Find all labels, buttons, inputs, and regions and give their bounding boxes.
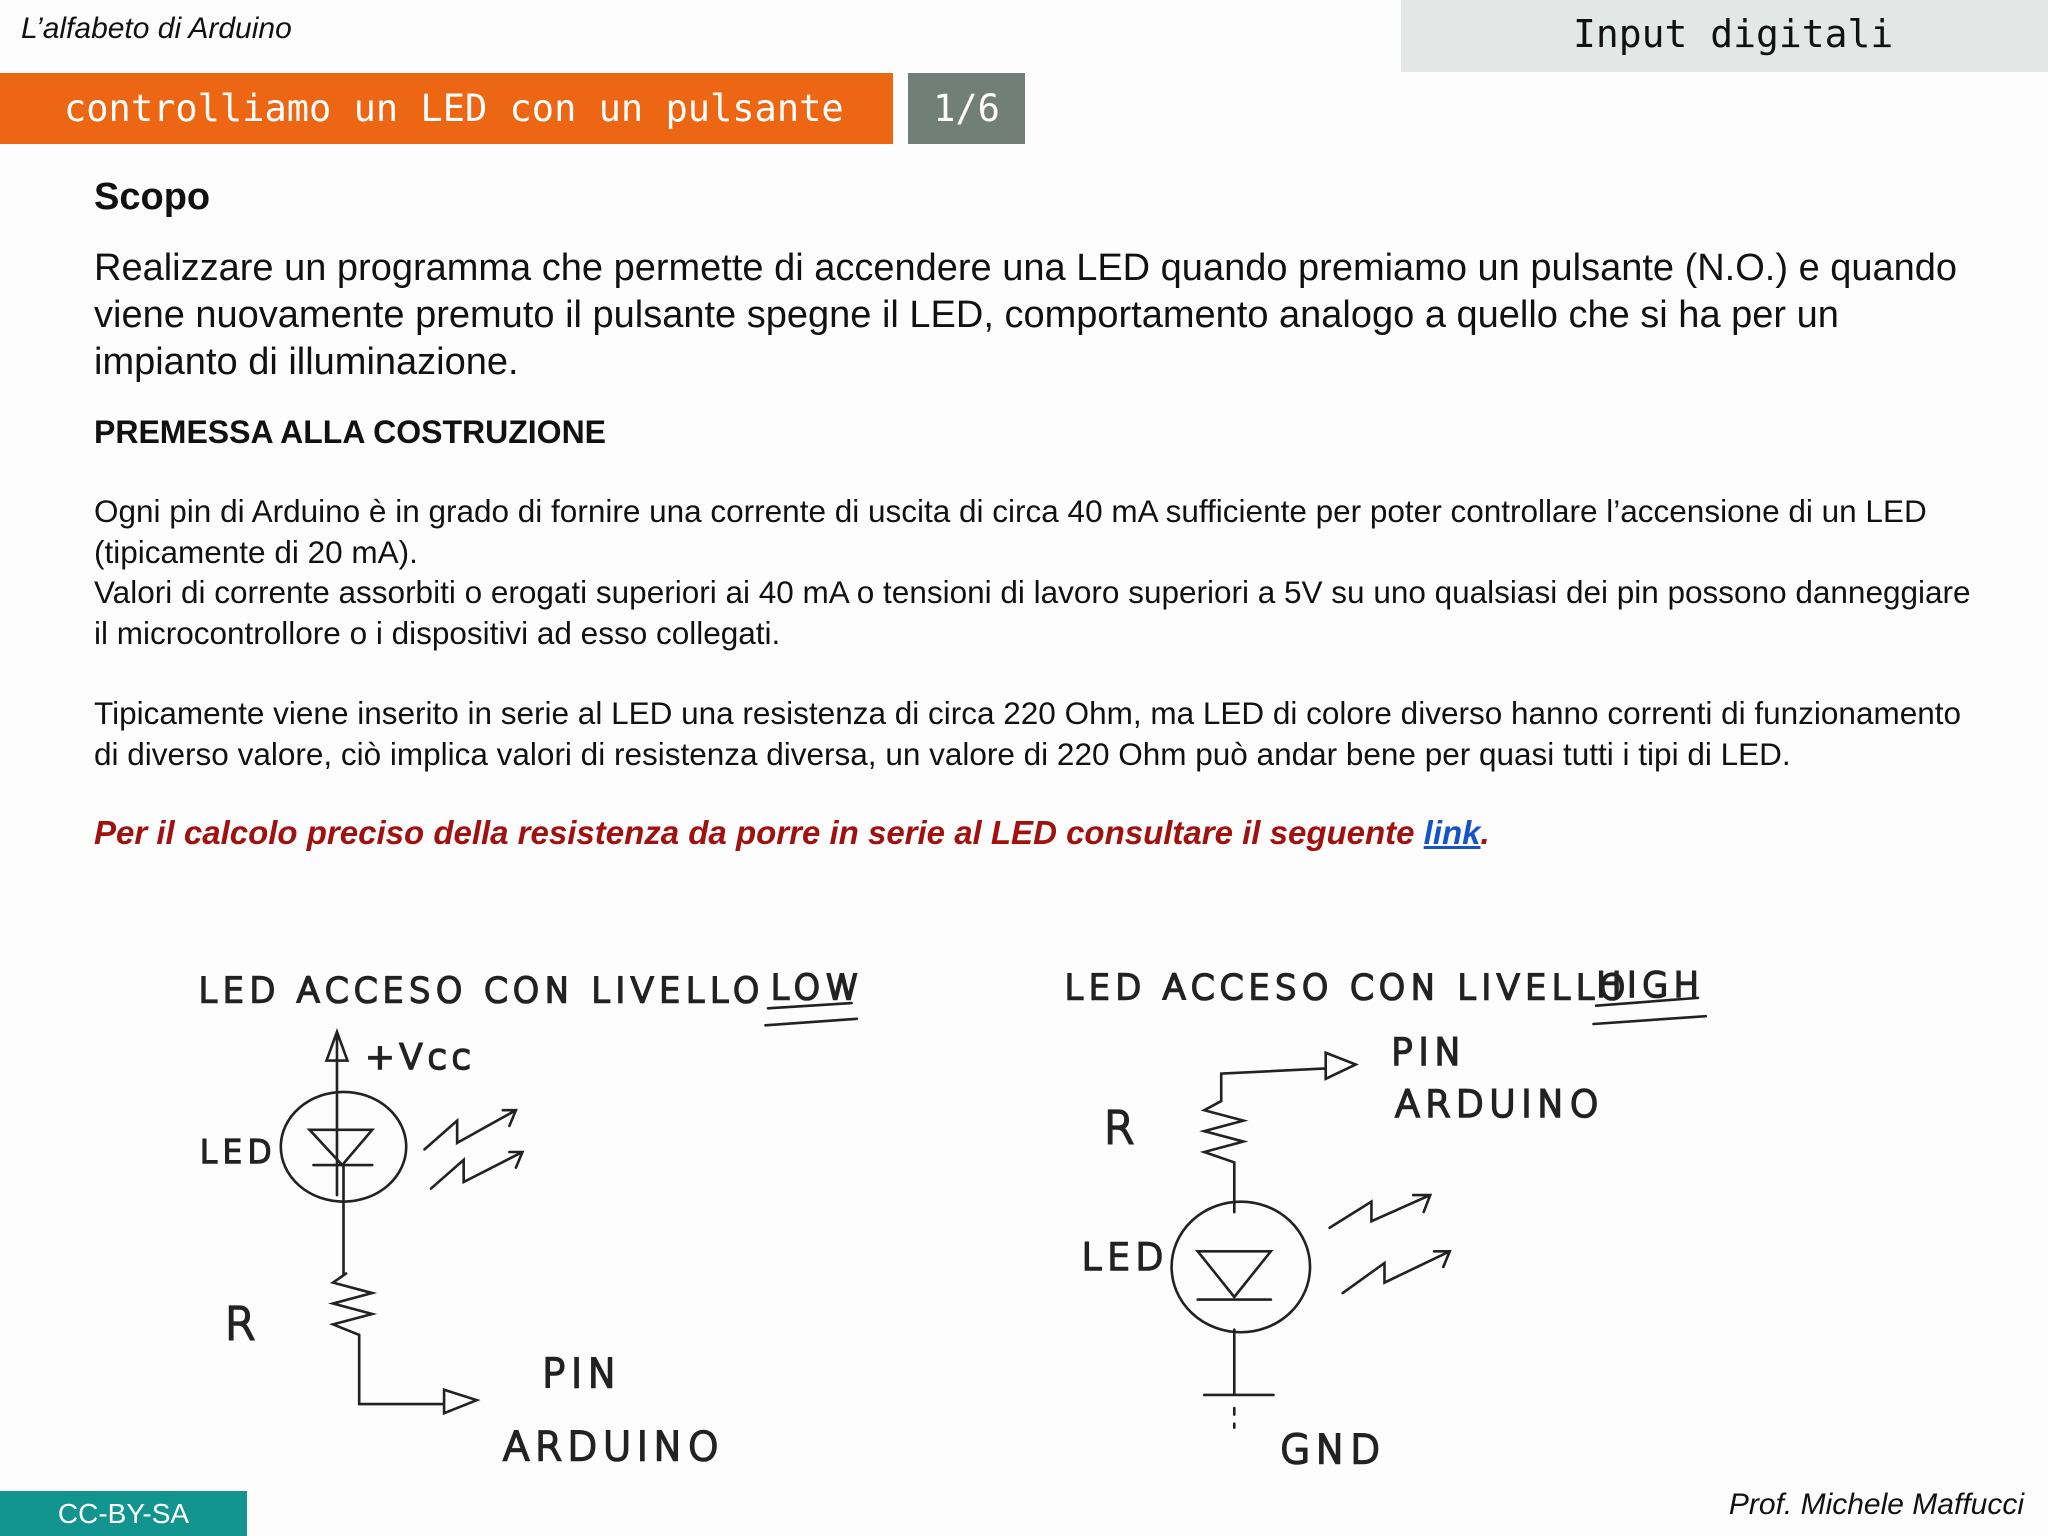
left-diagram-title: LED ACCESO CON LIVELLO bbox=[198, 970, 765, 1011]
right-pin-label: PIN bbox=[1391, 1030, 1467, 1074]
diode-icon bbox=[310, 1130, 373, 1274]
topic-label: Input digitali bbox=[1573, 12, 1894, 56]
diode-ground bbox=[1198, 1251, 1274, 1427]
note-text: Per il calcolo preciso della resistenza da porre in serie al LED consultare il seguente bbox=[94, 814, 1424, 851]
page-number: 1/6 bbox=[933, 87, 1000, 130]
right-level-label: HIGH bbox=[1596, 965, 1705, 1006]
lead-paragraph: Realizzare un programma che permette di accendere una LED quando premiamo un pulsante (N.O.) e quando viene nuovamente premuto il pulsante spegne il LED, comportamento analogo a quello che si ha per un impianto di illuminazione. bbox=[94, 247, 1958, 383]
paragraph-1a: Ogni pin di Arduino è in grado di fornire una corrente di uscita di circa 40 mA sufficiente per poter controllare l’accensione di un LED (tipicamente di 20 mA). bbox=[94, 493, 1927, 570]
ground-label: GND bbox=[1280, 1427, 1386, 1473]
body-paragraph-2: Tipicamente viene inserito in serie al LED una resistenza di circa 220 Ohm, ma LED di colore diverso hanno correnti di funzionamento di diverso valore, ciò implica valori di resistenza diversa, un valore di 220 Ohm può andar bene per quasi tutti i tipi di LED. bbox=[94, 695, 1962, 772]
paragraph-1b: Valori di corrente assorbiti o erogati superiori ai 40 mA o tensioni di lavoro superiori a 5V su uno qualsiasi dei pin possono danneggiare il microcontrollore o i dispositivi ad esso collegati. bbox=[94, 574, 1971, 651]
course-title: L’alfabeto di Arduino bbox=[21, 12, 292, 45]
pin-arrow bbox=[1221, 1053, 1356, 1101]
diagram-led-on-low bbox=[199, 968, 865, 1470]
body-paragraph-1 bbox=[94, 491, 1974, 653]
section-heading: Scopo bbox=[94, 176, 211, 218]
page-indicator bbox=[908, 73, 1025, 144]
license-badge bbox=[0, 1491, 247, 1536]
left-led-label: LED bbox=[199, 1134, 277, 1171]
light-emission-icon bbox=[424, 1110, 522, 1188]
led-symbol bbox=[1172, 1202, 1310, 1333]
left-pin-label: PIN bbox=[542, 1352, 623, 1398]
slide-content bbox=[94, 176, 1974, 852]
author: Prof. Michele Maffucci bbox=[1728, 1488, 2024, 1521]
note bbox=[94, 814, 1974, 852]
right-led-label: LED bbox=[1081, 1235, 1169, 1279]
left-resistor-label: R bbox=[224, 1298, 261, 1350]
right-resistor-label: R bbox=[1103, 1102, 1140, 1154]
underline bbox=[1593, 998, 1705, 1024]
right-diagram-title: LED ACCESO CON LIVELLO bbox=[1064, 968, 1631, 1009]
left-arduino-label: ARDUINO bbox=[502, 1425, 724, 1471]
topic-box bbox=[1401, 0, 2048, 72]
resistor-calc-link[interactable]: link bbox=[1423, 814, 1481, 851]
license-label: CC-BY-SA bbox=[57, 1498, 190, 1529]
vcc-arrow bbox=[327, 1032, 348, 1195]
led-symbol bbox=[281, 1092, 406, 1202]
slide-title-bar bbox=[0, 73, 893, 144]
diagram-led-on-high bbox=[1064, 966, 1705, 1473]
right-arduino-label: ARDUINO bbox=[1394, 1082, 1604, 1126]
note-end: . bbox=[1480, 814, 1490, 851]
underline bbox=[765, 1003, 856, 1025]
light-emission-icon bbox=[1330, 1195, 1450, 1293]
subheading: PREMESSA ALLA COSTRUZIONE bbox=[94, 414, 607, 450]
slide-title: controlliamo un LED con un pulsante bbox=[64, 87, 844, 130]
resistor-wire bbox=[333, 1273, 477, 1413]
left-level-label: LOW bbox=[770, 968, 865, 1009]
vcc-label: +Vcc bbox=[365, 1037, 476, 1078]
resistor-symbol bbox=[1204, 1101, 1243, 1212]
